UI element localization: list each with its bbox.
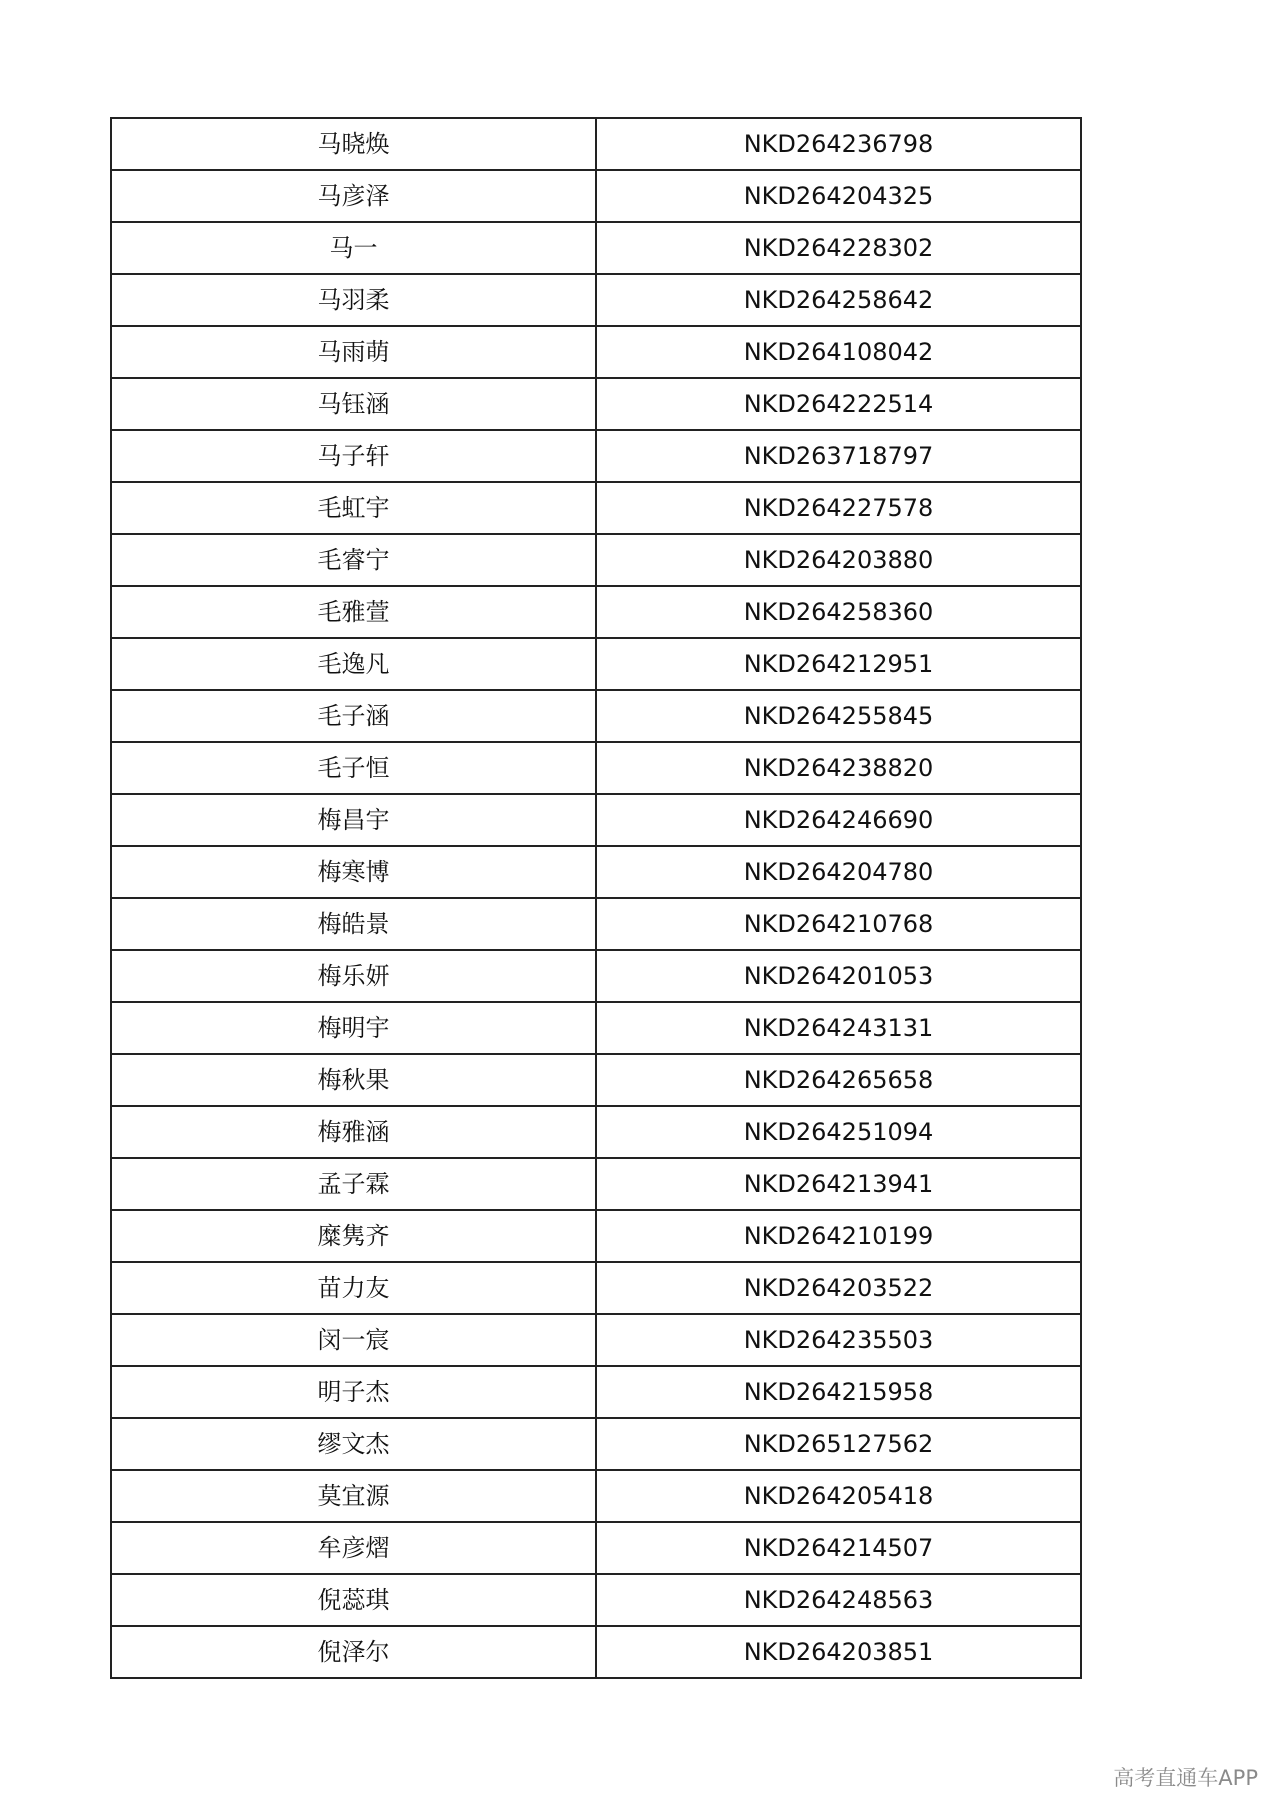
id-cell: NKD264251094 <box>596 1106 1081 1158</box>
name-cell: 马羽柔 <box>111 274 596 326</box>
table-row <box>111 794 1081 846</box>
id-cell: NKD264255845 <box>596 690 1081 742</box>
id-cell: NKD264213941 <box>596 1158 1081 1210</box>
table-row <box>111 170 1081 222</box>
watermark-text: 高考直通车APP <box>1113 1766 1258 1790</box>
name-cell: 梅乐妍 <box>111 950 596 1002</box>
name-cell: 梅寒博 <box>111 846 596 898</box>
name-cell: 闵一宸 <box>111 1314 596 1366</box>
table-row <box>111 378 1081 430</box>
table-row <box>111 1470 1081 1522</box>
name-cell: 孟子霖 <box>111 1158 596 1210</box>
roster-body <box>111 118 1081 1678</box>
id-cell: NKD264203522 <box>596 1262 1081 1314</box>
table-row <box>111 1314 1081 1366</box>
name-cell: 毛子涵 <box>111 690 596 742</box>
table-row <box>111 1626 1081 1678</box>
id-cell: NKD264210199 <box>596 1210 1081 1262</box>
name-cell: 马一 <box>111 222 596 274</box>
table-row <box>111 1418 1081 1470</box>
table-row <box>111 586 1081 638</box>
id-cell: NKD264201053 <box>596 950 1081 1002</box>
id-cell: NKD264203851 <box>596 1626 1081 1678</box>
name-cell: 梅明宇 <box>111 1002 596 1054</box>
table-row <box>111 1002 1081 1054</box>
id-cell: NKD264108042 <box>596 326 1081 378</box>
table-row <box>111 1262 1081 1314</box>
table-row <box>111 1210 1081 1262</box>
name-cell: 马雨萌 <box>111 326 596 378</box>
table-row <box>111 846 1081 898</box>
name-cell: 倪泽尔 <box>111 1626 596 1678</box>
name-cell: 莫宜源 <box>111 1470 596 1522</box>
table-row <box>111 950 1081 1002</box>
table-row <box>111 222 1081 274</box>
table-row <box>111 898 1081 950</box>
table-row <box>111 742 1081 794</box>
name-cell: 马彦泽 <box>111 170 596 222</box>
id-cell: NKD264203880 <box>596 534 1081 586</box>
id-cell: NKD264204780 <box>596 846 1081 898</box>
name-cell: 梅昌宇 <box>111 794 596 846</box>
name-cell: 缪文杰 <box>111 1418 596 1470</box>
name-cell: 马晓焕 <box>111 118 596 170</box>
id-cell: NKD264205418 <box>596 1470 1081 1522</box>
name-cell: 牟彦熠 <box>111 1522 596 1574</box>
table-row <box>111 1574 1081 1626</box>
name-cell: 马钰涵 <box>111 378 596 430</box>
name-cell: 梅雅涵 <box>111 1106 596 1158</box>
id-cell: NKD264248563 <box>596 1574 1081 1626</box>
id-cell: NKD264212951 <box>596 638 1081 690</box>
name-cell: 梅皓景 <box>111 898 596 950</box>
id-cell: NKD263718797 <box>596 430 1081 482</box>
table-row <box>111 690 1081 742</box>
table-row <box>111 326 1081 378</box>
name-cell: 明子杰 <box>111 1366 596 1418</box>
id-cell: NKD264243131 <box>596 1002 1081 1054</box>
id-cell: NKD264204325 <box>596 170 1081 222</box>
id-cell: NKD264246690 <box>596 794 1081 846</box>
name-cell: 梅秋果 <box>111 1054 596 1106</box>
id-cell: NKD264258360 <box>596 586 1081 638</box>
name-cell: 毛雅萱 <box>111 586 596 638</box>
name-cell: 马子轩 <box>111 430 596 482</box>
id-cell: NKD264265658 <box>596 1054 1081 1106</box>
id-cell: NKD264222514 <box>596 378 1081 430</box>
table-row <box>111 1522 1081 1574</box>
name-cell: 毛睿宁 <box>111 534 596 586</box>
name-cell: 毛逸凡 <box>111 638 596 690</box>
table-row <box>111 1054 1081 1106</box>
id-cell: NKD264235503 <box>596 1314 1081 1366</box>
id-cell: NKD265127562 <box>596 1418 1081 1470</box>
table-row <box>111 430 1081 482</box>
id-cell: NKD264214507 <box>596 1522 1081 1574</box>
id-cell: NKD264238820 <box>596 742 1081 794</box>
id-cell: NKD264236798 <box>596 118 1081 170</box>
id-cell: NKD264228302 <box>596 222 1081 274</box>
roster-table <box>110 117 1082 1679</box>
id-cell: NKD264227578 <box>596 482 1081 534</box>
table-row <box>111 534 1081 586</box>
id-cell: NKD264258642 <box>596 274 1081 326</box>
name-cell: 倪蕊琪 <box>111 1574 596 1626</box>
name-cell: 毛虹宇 <box>111 482 596 534</box>
table-row <box>111 638 1081 690</box>
table-row <box>111 1106 1081 1158</box>
table-row <box>111 118 1081 170</box>
name-cell: 苗力友 <box>111 1262 596 1314</box>
table-row <box>111 274 1081 326</box>
table-row <box>111 482 1081 534</box>
table-row <box>111 1158 1081 1210</box>
name-cell: 糜隽齐 <box>111 1210 596 1262</box>
id-cell: NKD264215958 <box>596 1366 1081 1418</box>
table-row <box>111 1366 1081 1418</box>
name-cell: 毛子恒 <box>111 742 596 794</box>
id-cell: NKD264210768 <box>596 898 1081 950</box>
